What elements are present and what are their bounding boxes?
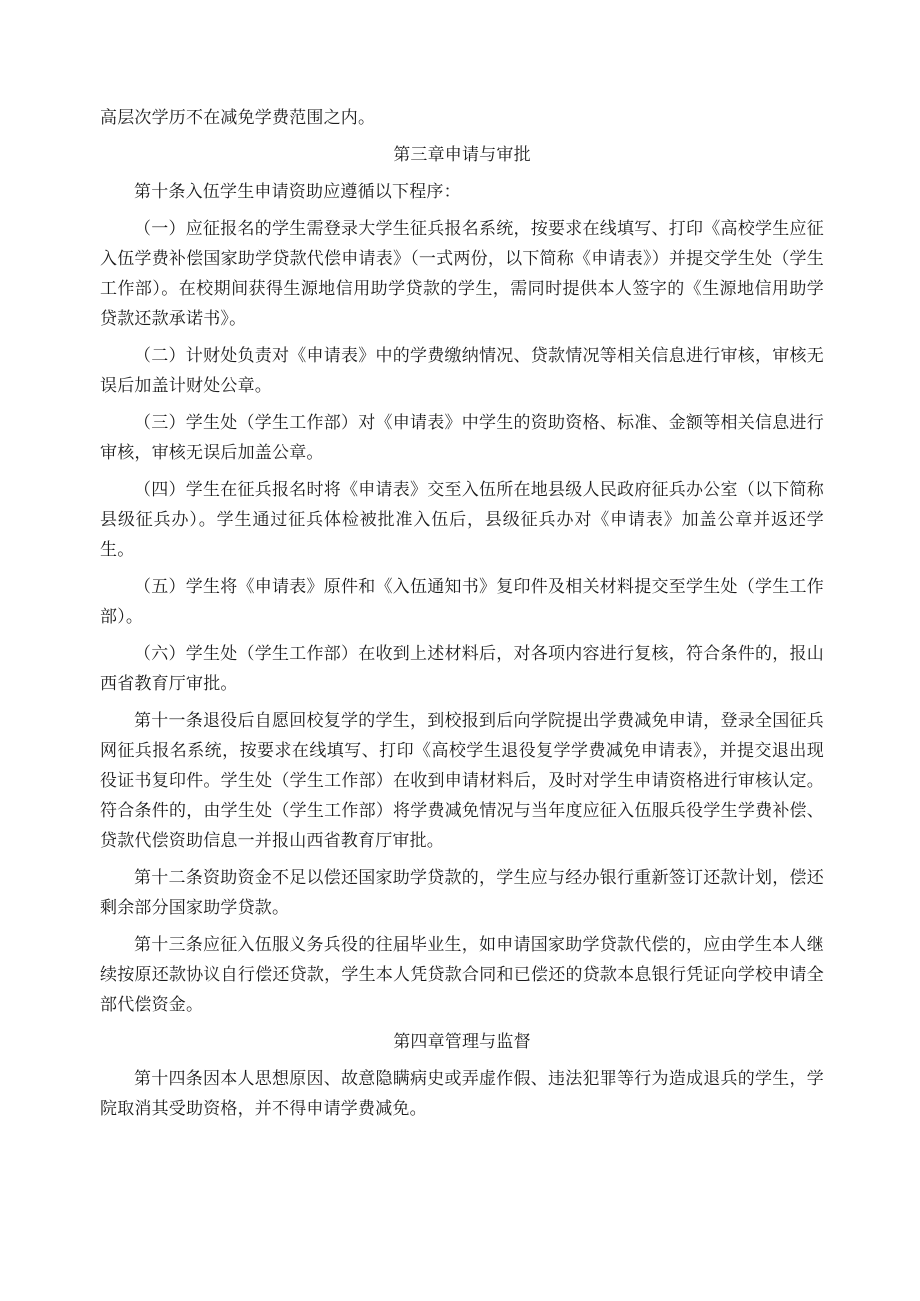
article-10-item-1: （一）应征报名的学生需登录大学生征兵报名系统，按要求在线填写、打印《高校学生应征入伍学费补偿国家助学贷款代偿申请表》（一式两份，以下简称《申请表》）并提交学生处（学生工作部）。在校期间获得生源地信用助学贷款的学生，需同时提供本人签字的《生源地信用助学贷款还款承诺书》。 [100,219,824,329]
article-13: 第十三条应征入伍服义务兵役的往届毕业生，如申请国家助学贷款代偿的，应由学生本人继续按原还款协议自行偿还贷款，学生本人凭贷款合同和已偿还的贷款本息银行凭证向学校申请全部代偿资金。 [100,935,824,1015]
document-page [100,103,824,1131]
article-10: 第十条入伍学生申请资助应遵循以下程序： [134,182,461,202]
article-10-item-3: （三）学生处（学生工作部）对《申请表》中学生的资助资格、标准、金额等相关信息进行审核，审核无误后加盖公章。 [100,413,824,463]
article-10-item-2: （二）计财处负责对《申请表》中的学费缴纳情况、贷款情况等相关信息进行审核，审核无误后加盖计财处公章。 [100,346,824,396]
article-10-item-5: （五）学生将《申请表》原件和《入伍通知书》复印件及相关材料提交至学生处（学生工作部）。 [100,577,824,627]
article-12: 第十二条资助资金不足以偿还国家助学贷款的，学生应与经办银行重新签订还款计划，偿还剩余部分国家助学贷款。 [100,868,824,918]
article-10-item-4: （四）学生在征兵报名时将《申请表》交至入伍所在地县级人民政府征兵办公室（以下简称县级征兵办）。学生通过征兵体检被批准入伍后，县级征兵办对《申请表》加盖公章并返还学生。 [100,480,824,560]
article-11: 第十一条退役后自愿回校复学的学生，到校报到后向学院提出学费减免申请，登录全国征兵网征兵报名系统，按要求在线填写、打印《高校学生退役复学学费减免申请表》，并提交退出现役证书复印件。学生处（学生工作部）在收到申请材料后，及时对学生申请资格进行审核认定。符合条件的，由学生处（学生工作部）将学费减免情况与当年度应征入伍服兵役学生学费补偿、贷款代偿资助信息一并报山西省教育厅审批。 [100,711,824,851]
paragraph-continuation: 高层次学历不在减免学费范围之内。 [100,108,376,128]
article-10-item-6: （六）学生处（学生工作部）在收到上述材料后，对各项内容进行复核，符合条件的，报山西省教育厅审批。 [100,644,824,694]
chapter-heading-4: 第四章管理与监督 [393,1032,531,1052]
chapter-heading-3: 第三章申请与审批 [393,145,531,165]
article-14: 第十四条因本人思想原因、故意隐瞒病史或弄虚作假、违法犯罪等行为造成退兵的学生，学院取消其受助资格，并不得申请学费减免。 [100,1069,824,1119]
